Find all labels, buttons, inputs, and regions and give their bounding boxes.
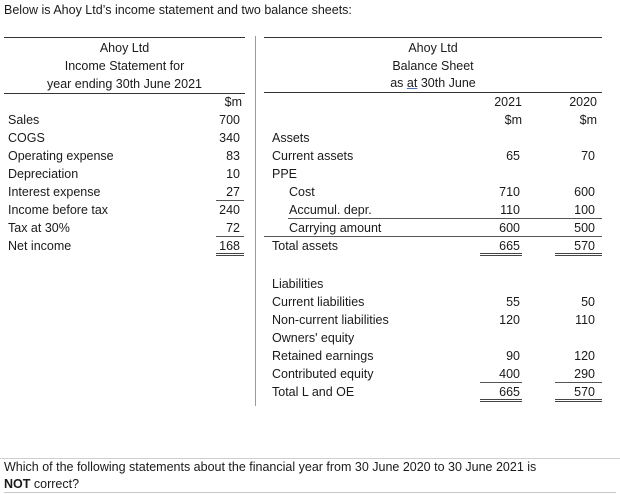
subtotal-rule — [216, 200, 244, 201]
total-rule — [480, 253, 522, 256]
balance-label: Non-current liabilities — [272, 313, 389, 327]
balance-title-statement: Balance Sheet — [392, 59, 474, 73]
subtotal-rule — [288, 218, 602, 219]
value-2020: 600 — [574, 185, 595, 199]
income-title-statement: Income Statement for — [64, 59, 185, 73]
balance-label: Cost — [289, 185, 315, 199]
balance-top-rule — [264, 37, 602, 38]
income-value: 83 — [226, 149, 240, 163]
balance-label: Carrying amount — [289, 221, 382, 235]
balance-label: Current liabilities — [272, 295, 365, 309]
footer-divider — [4, 492, 616, 493]
unit-2021: $m — [504, 113, 522, 127]
subtotal-rule — [555, 382, 602, 383]
value-2021: 90 — [506, 349, 520, 363]
value-2021: 110 — [500, 203, 520, 217]
balance-label: PPE — [272, 167, 298, 181]
total-rule — [555, 253, 602, 256]
balance-title-rule — [264, 92, 602, 93]
income-label: Operating expense — [8, 149, 114, 163]
income-value: 10 — [226, 167, 240, 181]
value-2020: 570 — [574, 239, 595, 253]
value-2020: 70 — [581, 149, 595, 163]
income-value: 700 — [219, 113, 240, 127]
income-label: COGS — [8, 131, 45, 145]
question-line-1: Which of the following statements about the financial year from 30 June 2020 to 30 June 2021 is — [4, 460, 537, 474]
value-2020: 570 — [574, 385, 595, 399]
income-label: Tax at 30% — [8, 221, 70, 235]
income-unit: $m — [224, 95, 242, 109]
balance-section-heading: Assets — [272, 131, 310, 145]
subtotal-rule — [216, 236, 244, 237]
balance-label: Total assets — [272, 239, 339, 253]
value-2021: 65 — [506, 149, 520, 163]
balance-label: Contributed equity — [272, 367, 374, 381]
income-value: 27 — [226, 185, 240, 199]
income-top-rule — [4, 37, 245, 38]
value-2020: 110 — [575, 313, 595, 327]
income-value: 240 — [219, 203, 240, 217]
income-value: 168 — [219, 239, 240, 253]
value-2020: 50 — [581, 295, 595, 309]
income-label: Income before tax — [8, 203, 109, 217]
balance-label: Current assets — [272, 149, 354, 163]
col-header-2021: 2021 — [494, 95, 522, 109]
unit-2020: $m — [579, 113, 597, 127]
income-title-company: Ahoy Ltd — [99, 41, 150, 55]
income-title-period: year ending 30th June 2021 — [47, 77, 202, 91]
total-rule — [216, 253, 244, 256]
value-2020: 500 — [574, 221, 595, 235]
value-2020: 290 — [574, 367, 595, 381]
balance-title-company: Ahoy Ltd — [408, 41, 458, 55]
balance-label: Total L and OE — [272, 385, 355, 399]
balance-section-heading: Owners' equity — [272, 331, 355, 345]
income-value: 340 — [219, 131, 240, 145]
income-label: Sales — [8, 113, 40, 127]
value-2021: 55 — [506, 295, 520, 309]
income-title-rule — [4, 93, 245, 94]
value-2020: 100 — [574, 203, 595, 217]
total-rule — [480, 399, 522, 402]
balance-label: Retained earnings — [272, 349, 374, 363]
total-rule — [555, 399, 602, 402]
income-label: Depreciation — [8, 167, 79, 181]
value-2021: 600 — [499, 221, 520, 235]
balance-section-heading: Liabilities — [272, 277, 324, 291]
subtotal-rule — [264, 236, 602, 237]
value-2021: 120 — [499, 313, 520, 327]
subtotal-rule — [480, 382, 522, 383]
income-value: 72 — [226, 221, 240, 235]
bottom-divider — [0, 458, 620, 459]
value-2020: 120 — [574, 349, 595, 363]
income-label: Interest expense — [8, 185, 101, 199]
column-divider — [255, 36, 256, 406]
question-emphasis: NOT — [4, 477, 31, 491]
value-2021: 665 — [499, 239, 520, 253]
intro-text: Below is Ahoy Ltd’s income statement and two balance sheets: — [4, 3, 352, 17]
balance-label: Accumul. depr. — [289, 203, 372, 217]
value-2021: 400 — [499, 367, 520, 381]
balance-title-date: as at 30th June — [390, 76, 476, 90]
question-line-2: NOT correct? — [4, 477, 80, 491]
income-label: Net income — [8, 239, 72, 253]
value-2021: 665 — [499, 385, 520, 399]
value-2021: 710 — [499, 185, 520, 199]
col-header-2020: 2020 — [569, 95, 597, 109]
